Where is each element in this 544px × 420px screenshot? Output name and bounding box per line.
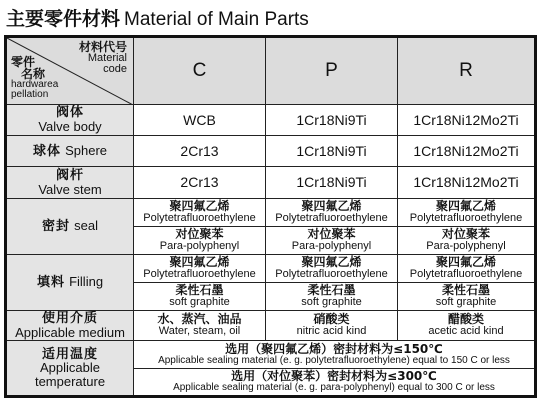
column-header-c: C [134, 37, 266, 105]
table-cell: 聚四氟乙烯 Polytetrafluoroethylene [398, 255, 536, 283]
row-temperature-ptfe [6, 341, 536, 369]
table-cell: 1Cr18Ni9Ti [266, 105, 398, 136]
table-cell: 柔性石墨 soft graphite [398, 283, 536, 311]
material-code-label: 材料代号 Material code [78, 40, 127, 75]
table-cell: 聚四氟乙烯 Polytetrafluoroethylene [134, 199, 266, 227]
table-cell: 1Cr18Ni12Mo2Ti [398, 136, 536, 167]
row-label-valve-stem: 阀杆 Valve stem [6, 167, 134, 199]
material-table [4, 35, 537, 398]
row-label-filling: 填料 Filling [6, 255, 134, 311]
row-seal-ptfe [6, 199, 536, 227]
table-cell: 柔性石墨 soft graphite [266, 283, 398, 311]
title-en: Material of Main Parts [124, 9, 309, 30]
row-label-seal: 密封 seal [6, 199, 134, 255]
row-label-medium: 使用介质 Applicable medium [6, 311, 134, 341]
table-cell: 对位聚苯 Para-polyphenyl [266, 227, 398, 255]
table-cell: 醋酸类 acetic acid kind [398, 311, 536, 341]
header-row [6, 37, 536, 105]
table-cell: 对位聚苯 Para-polyphenyl [398, 227, 536, 255]
table-cell: 聚四氟乙烯 Polytetrafluoroethylene [398, 199, 536, 227]
temperature-note-ptfe: 选用（聚四氟乙烯）密封材料为≤150℃ Applicable sealing material (e. g. polytetrafluoroethylene) equal to 150 C or less [134, 341, 536, 369]
part-name-label: 零件 名称 hardwarea pellation [11, 55, 59, 100]
table-cell: 1Cr18Ni9Ti [266, 136, 398, 167]
table-cell: 2Cr13 [134, 167, 266, 199]
table-cell: 水、蒸汽、油品 Water, steam, oil [134, 311, 266, 341]
row-valve-stem [6, 167, 536, 199]
table-cell: 聚四氟乙烯 Polytetrafluoroethylene [134, 255, 266, 283]
table-cell: 硝酸类 nitric acid kind [266, 311, 398, 341]
table-cell: WCB [134, 105, 266, 136]
column-header-p: P [266, 37, 398, 105]
row-valve-body [6, 105, 536, 136]
title-zh: 主要零件材料 [6, 8, 121, 30]
table-cell: 聚四氟乙烯 Polytetrafluoroethylene [266, 255, 398, 283]
row-filling-ptfe [6, 255, 536, 283]
table-cell: 对位聚苯 Para-polyphenyl [134, 227, 266, 255]
table-cell: 1Cr18Ni12Mo2Ti [398, 105, 536, 136]
table-cell: 1Cr18Ni9Ti [266, 167, 398, 199]
row-label-valve-body: 阀体 Valve body [6, 105, 134, 136]
table-cell: 聚四氟乙烯 Polytetrafluoroethylene [266, 199, 398, 227]
table-cell: 柔性石墨 soft graphite [134, 283, 266, 311]
row-label-sphere: 球体 Sphere [6, 136, 134, 167]
row-sphere [6, 136, 536, 167]
page-title [6, 4, 309, 31]
row-label-temperature: 适用温度 Applicable temperature [6, 341, 134, 397]
row-medium [6, 311, 536, 341]
header-corner-cell [6, 37, 134, 105]
table-cell: 1Cr18Ni12Mo2Ti [398, 167, 536, 199]
column-header-r: R [398, 37, 536, 105]
temperature-note-pp: 选用（对位聚苯）密封材料为≤300℃ Applicable sealing material (e. g. para-polyphenyl) equal to 300 C or less [134, 369, 536, 397]
table-cell: 2Cr13 [134, 136, 266, 167]
